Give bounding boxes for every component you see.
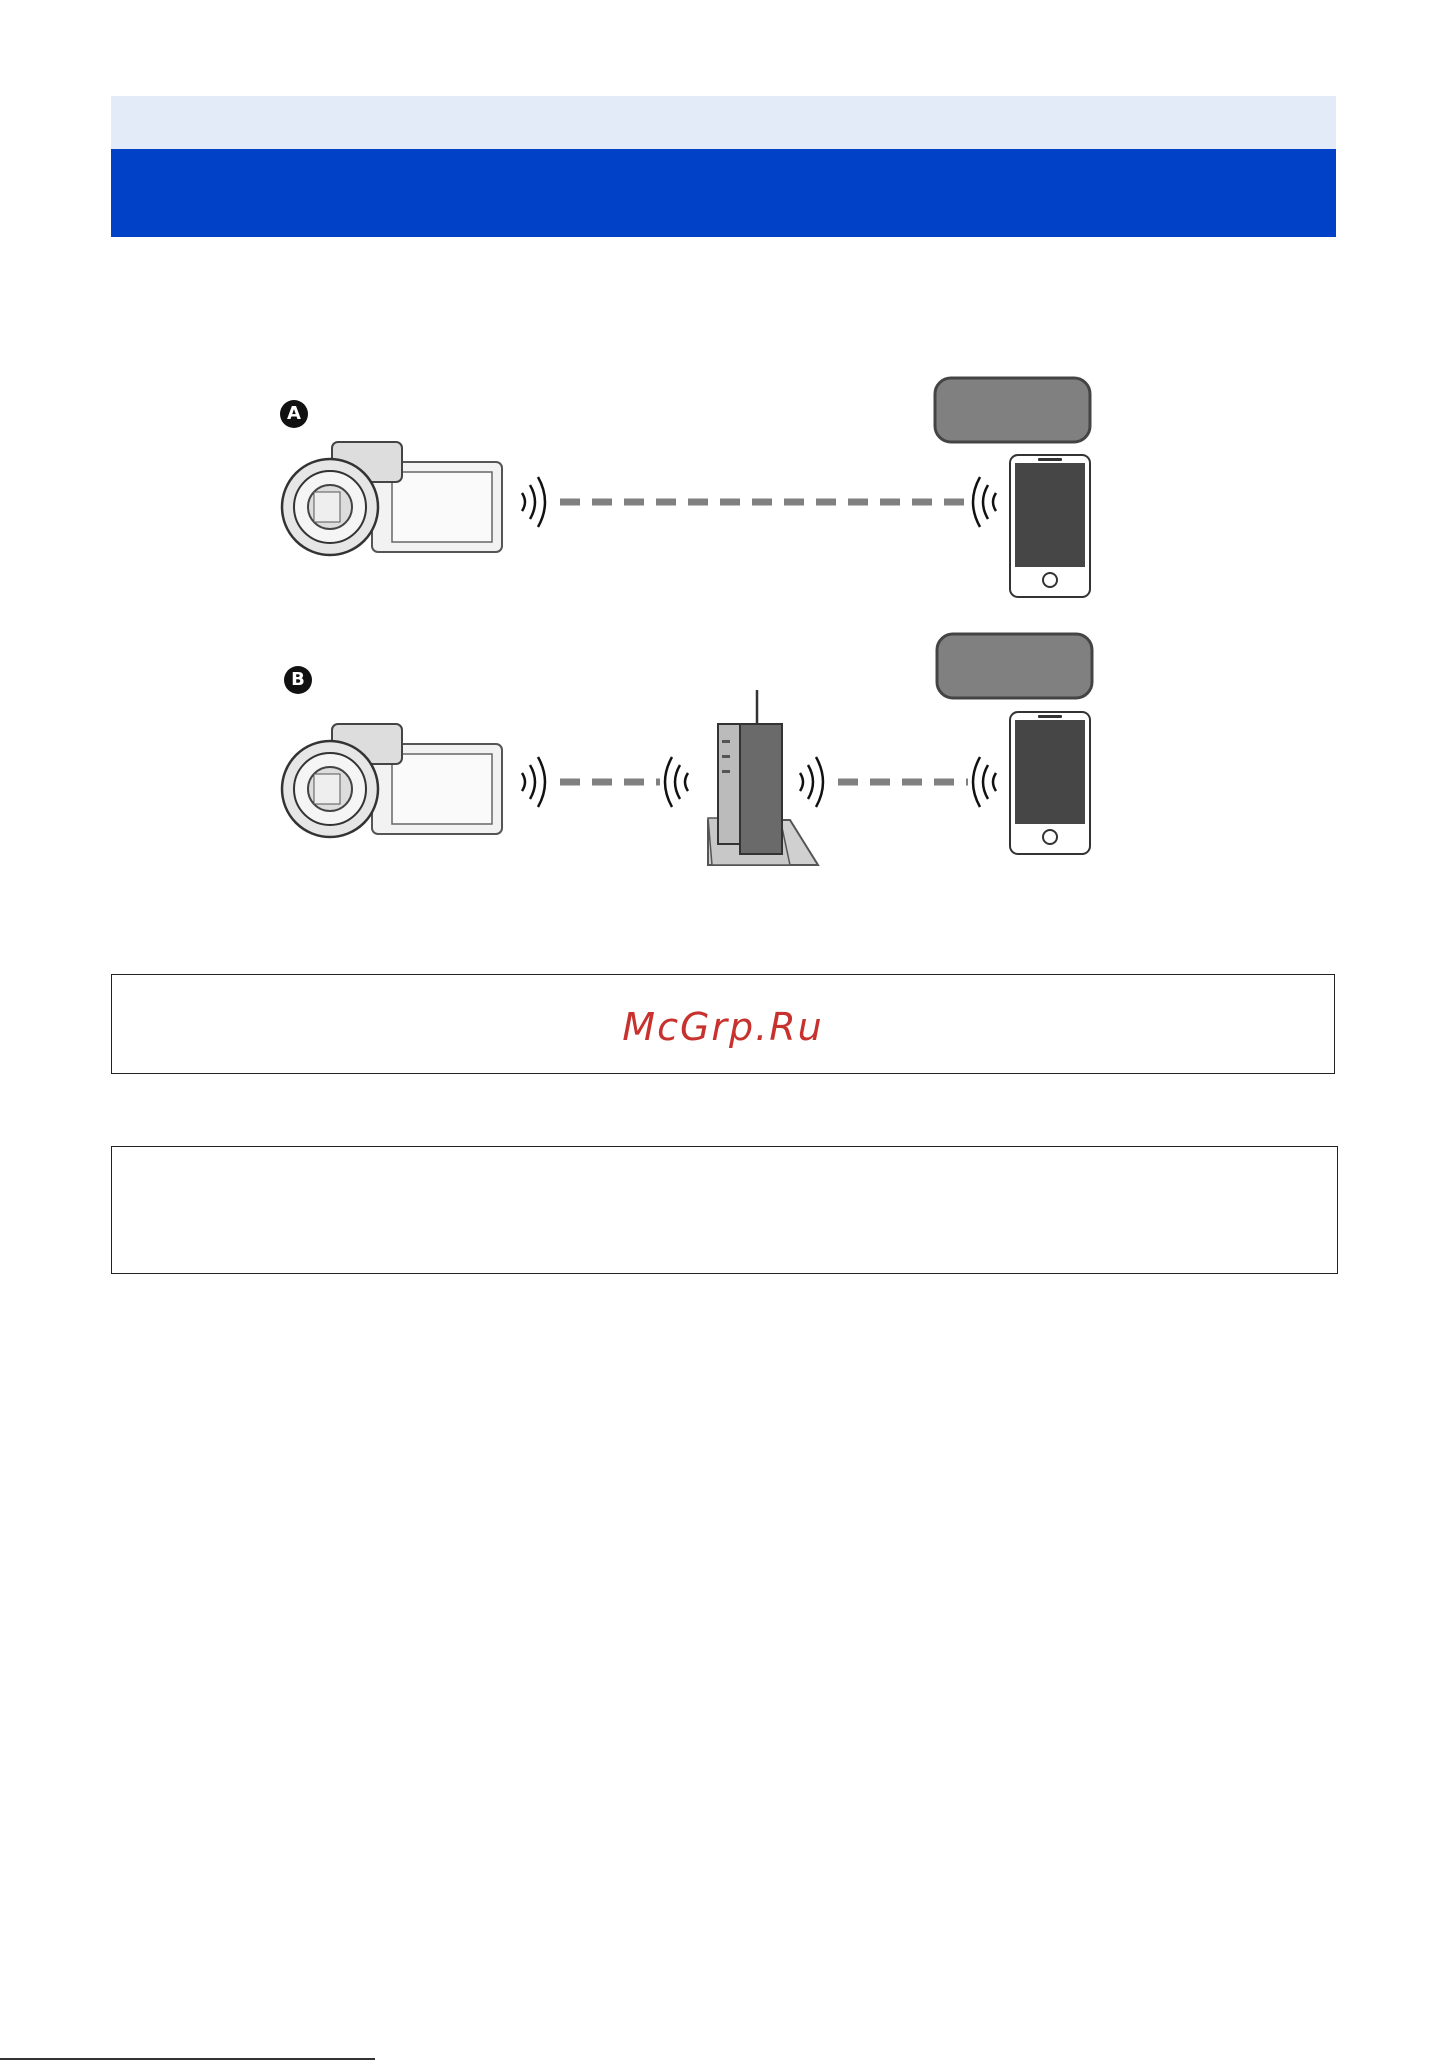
wifi-signal-icon-b-router-in — [665, 757, 688, 807]
watermark: McGrp.Ru — [622, 1005, 824, 1049]
camcorder-icon-b — [282, 724, 502, 837]
wifi-signal-icon-a-phone — [973, 477, 996, 527]
wifi-signal-icon-b-cam — [522, 757, 545, 807]
smartphone-icon-a — [1010, 455, 1090, 597]
footer-rule — [0, 2058, 375, 2060]
label-b: B — [284, 666, 312, 694]
connection-diagram — [260, 360, 1200, 880]
note-box-1 — [111, 974, 1335, 1074]
diagram-svg — [260, 360, 1200, 880]
smartphone-icon-b — [1010, 712, 1090, 854]
note-box-2 — [111, 1146, 1338, 1274]
callout-box-a — [935, 378, 1090, 442]
header-band-blue — [111, 149, 1336, 237]
label-a: A — [280, 400, 308, 428]
header-band-light — [111, 96, 1336, 149]
wifi-signal-icon-a-cam — [522, 477, 545, 527]
wifi-signal-icon-b-router-out — [800, 757, 823, 807]
camcorder-icon-a — [282, 442, 502, 555]
wifi-signal-icon-b-phone — [973, 757, 996, 807]
callout-box-b — [937, 634, 1092, 698]
